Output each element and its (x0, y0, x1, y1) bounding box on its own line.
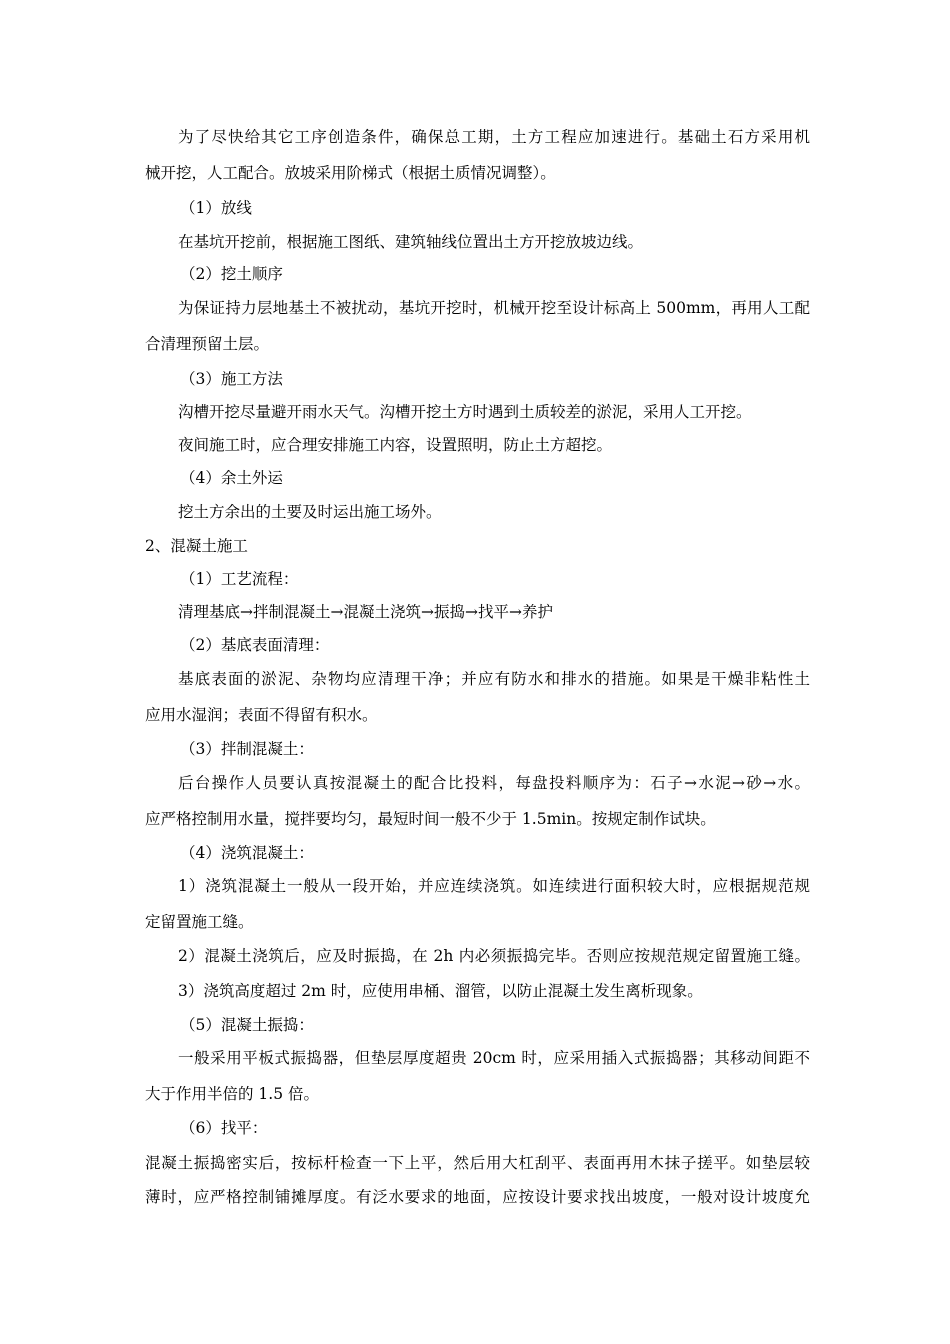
paragraph-line: 挖土方余出的土要及时运出施工场外。 (178, 503, 442, 521)
paragraph-line: 定留置施工缝。 (145, 913, 254, 931)
subheading: （2）基底表面清理： (180, 636, 330, 654)
paragraph-line: 3）浇筑高度超过 2m 时，应使用串桶、溜管，以防止混凝土发生离析现象。 (178, 982, 703, 1000)
subheading: （5）混凝土振捣： (180, 1016, 314, 1034)
paragraph-line: 2）混凝土浇筑后，应及时振捣，在 2h 内必须振捣完毕。否则应按规范规定留置施工缝。 (178, 947, 810, 965)
paragraph-line: 在基坑开挖前，根据施工图纸、建筑轴线位置出土方开挖放坡边线。 (178, 233, 644, 251)
subheading: （1）放线 (180, 199, 252, 217)
paragraph-line: 基底表面的淤泥、杂物均应清理干净；并应有防水和排水的措施。如果是干燥非粘性土 (178, 670, 810, 688)
paragraph-line: 混凝土振捣密实后，按标杆检查一下上平，然后用大杠刮平、表面再用木抹子搓平。如垫层较 (145, 1154, 810, 1172)
subheading: （6）找平： (180, 1119, 268, 1137)
paragraph-line: 后台操作人员要认真按混凝土的配合比投料，每盘投料顺序为：石子→水泥→砂→水。 (178, 774, 810, 792)
paragraph-line: 械开挖，人工配合。放坡采用阶梯式（根据土质情况调整）。 (145, 164, 556, 182)
paragraph-line: 夜间施工时，应合理安排施工内容，设置照明，防止土方超挖。 (178, 436, 613, 454)
subheading: （2）挖土顺序 (180, 265, 283, 283)
subheading: （3）施工方法 (180, 370, 283, 388)
paragraph-line: 为了尽快给其它工序创造条件，确保总工期，土方工程应加速进行。基础土石方采用机 (178, 128, 810, 146)
subheading: （4）浇筑混凝土： (180, 844, 314, 862)
paragraph-line: 应用水湿润；表面不得留有积水。 (145, 706, 378, 724)
paragraph-line: 薄时，应严格控制铺摊厚度。有泛水要求的地面，应按设计要求找出坡度，一般对设计坡度允 (145, 1188, 810, 1206)
paragraph-line: 1）浇筑混凝土一般从一段开始，并应连续浇筑。如连续进行面积较大时，应根据规范规 (178, 877, 810, 895)
subheading: （1）工艺流程： (180, 570, 299, 588)
paragraph-line: 清理基底→拌制混凝土→混凝土浇筑→振捣→找平→养护 (178, 603, 553, 621)
paragraph-line: 应严格控制用水量，搅拌要均匀，最短时间一般不少于 1.5min。按规定制作试块。 (145, 810, 716, 828)
paragraph-line: 沟槽开挖尽量避开雨水天气。沟槽开挖土方时遇到土质较差的淤泥，采用人工开挖。 (178, 403, 752, 421)
paragraph-line: 为保证持力层地基土不被扰动，基坑开挖时，机械开挖至设计标高上 500mm，再用人工配 (178, 299, 810, 317)
section-heading: 2、混凝土施工 (145, 537, 248, 555)
paragraph-line: 一般采用平板式振捣器，但垫层厚度超贵 20cm 时，应采用插入式振捣器；其移动间距不 (178, 1049, 810, 1067)
paragraph-line: 大于作用半倍的 1.5 倍。 (145, 1085, 320, 1103)
paragraph-line: 合清理预留土层。 (145, 335, 270, 353)
subheading: （4）余土外运 (180, 469, 283, 487)
subheading: （3）拌制混凝土： (180, 740, 314, 758)
